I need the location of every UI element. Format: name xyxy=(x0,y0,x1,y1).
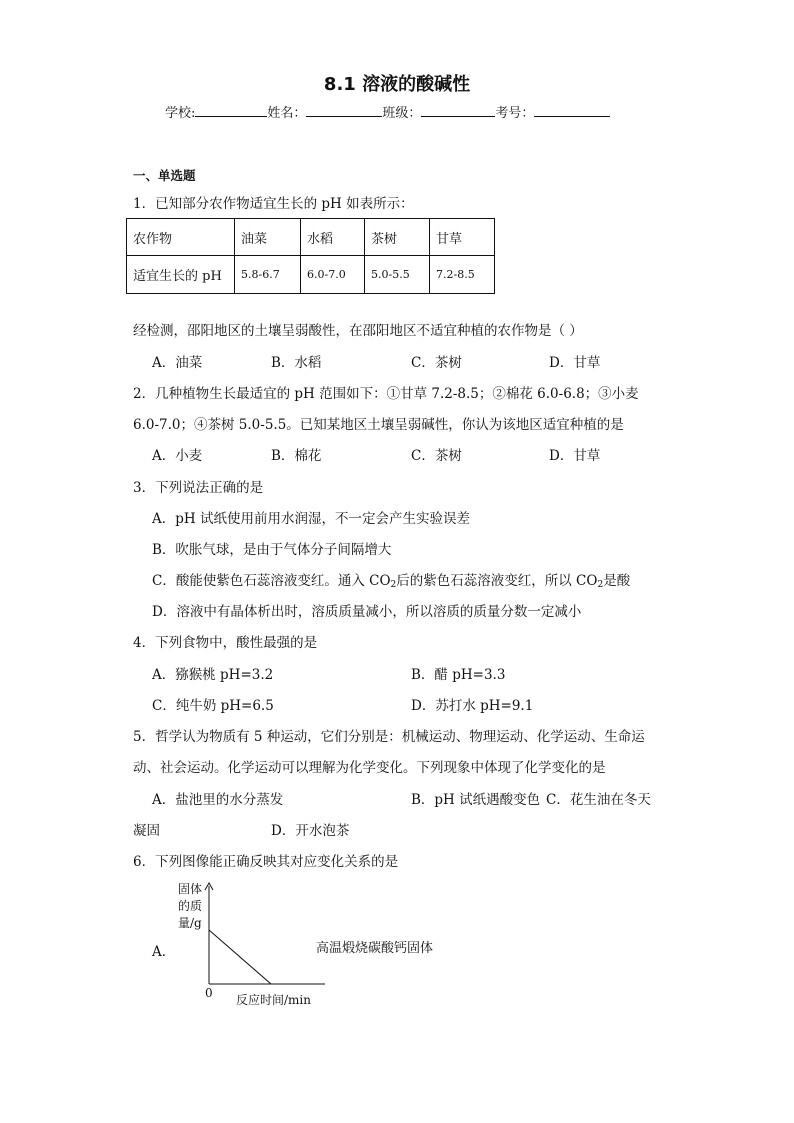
table-cell: 适宜生长的 pH xyxy=(127,256,235,294)
q4-option-a[interactable]: A．猕猴桃 pH=3.2 xyxy=(152,667,274,683)
y-label-line: 的质 xyxy=(178,899,203,913)
q6-option-a[interactable]: A． xyxy=(152,944,176,960)
class-label: 班级： xyxy=(382,106,422,121)
graph-origin-label: 0 xyxy=(205,986,213,1000)
school-blank[interactable] xyxy=(195,102,267,117)
q2-option-c[interactable]: C．茶树 xyxy=(411,448,462,464)
y-label-line: 量/g xyxy=(178,916,202,930)
subscript: 2 xyxy=(597,580,604,590)
q2-stem-line1: 2．几种植物生长最适宜的 pH 范围如下：①甘草 7.2-8.5；②棉花 6.0-6.8；③小麦 xyxy=(133,386,639,402)
y-label-line: 固体 xyxy=(178,882,203,896)
table-row xyxy=(127,219,495,256)
q1-option-a[interactable]: A．油菜 xyxy=(152,355,203,371)
q1-option-b[interactable]: B．水稻 xyxy=(271,355,322,371)
table-cell: 6.0-7.0 xyxy=(301,256,365,294)
table-cell: 7.2-8.5 xyxy=(430,256,495,294)
q2-option-d[interactable]: D．甘草 xyxy=(549,448,601,464)
q1-option-d[interactable]: D．甘草 xyxy=(549,355,601,371)
subscript: 2 xyxy=(390,580,397,590)
table-cell: 水稻 xyxy=(301,219,365,256)
q6-graph-a xyxy=(200,880,330,990)
q3-c-part1: C．酸能使紫色石蕊溶液变红。通入 CO xyxy=(152,573,391,589)
q5-option-c[interactable]: C．花生油在冬天 xyxy=(546,792,651,808)
section-heading: 一、单选题 xyxy=(133,168,196,183)
q5-option-a[interactable]: A．盐池里的水分蒸发 xyxy=(152,792,284,808)
q3-option-a[interactable]: A．pH 试纸使用前用水润湿，不一定会产生实验误差 xyxy=(152,511,470,527)
q5-option-c-cont: 凝固 xyxy=(133,823,160,839)
q1-stem: 1．已知部分农作物适宜生长的 pH 如表所示： xyxy=(133,196,414,212)
q5-option-d[interactable]: D．开水泡茶 xyxy=(271,823,350,839)
q1-option-c[interactable]: C．茶树 xyxy=(411,355,462,371)
q5-option-b[interactable]: B．pH 试纸遇酸变色 xyxy=(411,792,541,808)
q5-stem-line2: 动、社会运动。化学运动可以理解为化学变化。下列现象中体现了化学变化的是 xyxy=(133,760,606,776)
table-cell: 油菜 xyxy=(235,219,301,256)
graph-x-axis-label: 反应时间/min xyxy=(236,993,311,1007)
q3-option-b[interactable]: B．吹胀气球，是由于气体分子间隔增大 xyxy=(152,542,392,558)
q3-option-d[interactable]: D．溶液中有晶体析出时，溶质质量减小，所以溶质的质量分数一定减小 xyxy=(152,604,582,620)
q4-option-c[interactable]: C．纯牛奶 pH=6.5 xyxy=(152,698,274,714)
table-cell: 5.0-5.5 xyxy=(365,256,430,294)
q5-stem-line1: 5．哲学认为物质有 5 种运动，它们分别是：机械运动、物理运动、化学运动、生命运 xyxy=(133,729,645,745)
q6-stem: 6．下列图像能正确反映其对应变化关系的是 xyxy=(133,854,399,870)
table-cell: 甘草 xyxy=(430,219,495,256)
table-cell: 5.8-6.7 xyxy=(235,256,301,294)
table-row xyxy=(127,256,495,294)
examno-blank[interactable] xyxy=(534,102,610,117)
name-label: 姓名： xyxy=(267,106,307,121)
q2-option-b[interactable]: B．棉花 xyxy=(271,448,322,464)
student-info-line xyxy=(165,102,610,121)
examno-label: 考号： xyxy=(495,106,535,121)
page-title: 8.1 溶液的酸碱性 xyxy=(323,74,471,95)
ph-table xyxy=(126,218,495,294)
q1-followup: 经检测，邵阳地区的土壤呈弱酸性，在邵阳地区不适宜种植的农作物是（ ） xyxy=(133,323,583,339)
q2-option-a[interactable]: A．小麦 xyxy=(152,448,203,464)
school-label: 学校: xyxy=(165,106,196,121)
name-blank[interactable] xyxy=(306,102,382,117)
q4-option-b[interactable]: B．醋 pH=3.3 xyxy=(411,667,506,683)
q3-c-part2: 后的紫色石蕊溶液变红，所以 CO xyxy=(396,573,598,589)
table-cell: 农作物 xyxy=(127,219,235,256)
q3-stem: 3．下列说法正确的是 xyxy=(133,480,264,496)
q6-a-caption: 高温煅烧碳酸钙固体 xyxy=(316,941,434,956)
q4-stem: 4．下列食物中，酸性最强的是 xyxy=(133,635,318,651)
q3-c-part3: 是酸 xyxy=(603,573,631,589)
class-blank[interactable] xyxy=(421,102,495,117)
q2-stem-line2: 6.0-7.0；④茶树 5.0-5.5。已知某地区土壤呈弱碱性，你认为该地区适宜种植的是 xyxy=(133,417,624,433)
q3-option-c[interactable] xyxy=(152,569,630,590)
table-cell: 茶树 xyxy=(365,219,430,256)
q4-option-d[interactable]: D．苏打水 pH=9.1 xyxy=(411,698,534,714)
